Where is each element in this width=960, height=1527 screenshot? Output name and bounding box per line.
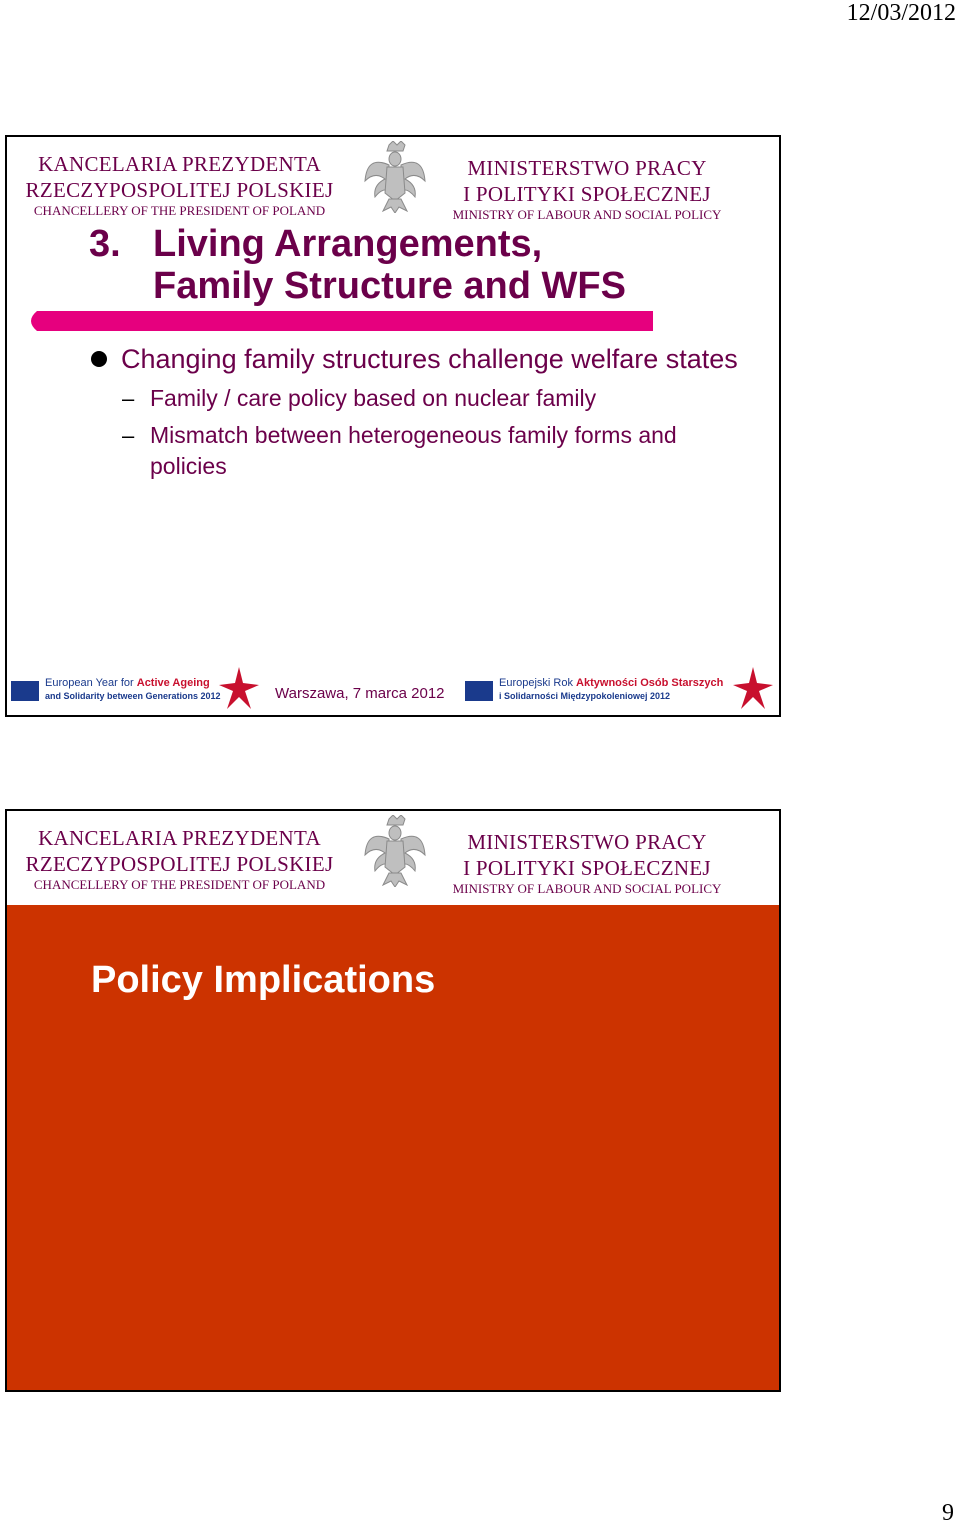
sub-bullet-text: Mismatch between heterogeneous family forms and policies: [150, 422, 677, 479]
dash-icon: –: [122, 423, 135, 448]
chancellery-logo-text: [7, 151, 352, 219]
chancellery-line3: CHANCELLERY OF THE PRESIDENT OF POLAND: [33, 203, 326, 218]
sub-bullet-item: [91, 420, 751, 482]
eu-flag-icon: [11, 681, 39, 701]
bullet-dot-icon: [91, 351, 107, 367]
slide-header: [7, 811, 779, 903]
page-date: 12/03/2012: [846, 0, 956, 26]
title-line1: Living Arrangements,: [153, 223, 543, 265]
eu-year-pl-highlight: Aktywności Osób Starszych: [576, 677, 724, 689]
title-accent-bar: [25, 311, 653, 331]
eu-year-pl-line1: [499, 677, 723, 689]
polish-eagle-emblem-icon: [363, 815, 427, 887]
ministry-line1: MINISTERSTWO PRACY: [467, 830, 707, 854]
slide-header: [7, 137, 779, 229]
slide-policy-implications: [5, 809, 781, 1392]
title-number: 3.: [89, 223, 121, 265]
ministry-line1: MINISTERSTWO PRACY: [467, 156, 707, 180]
chancellery-line3: CHANCELLERY OF THE PRESIDENT OF POLAND: [33, 877, 326, 892]
eu-year-star-figure-icon: [731, 663, 775, 711]
eu-flag-icon: [465, 681, 493, 701]
bullet-text: Changing family structures challenge welfare states: [121, 344, 738, 374]
bullet-item: [91, 341, 751, 377]
eu-year-en-line2: and Solidarity between Generations 2012: [45, 691, 221, 701]
eu-year-en-line1: [45, 677, 210, 689]
ministry-line3: MINISTRY OF LABOUR AND SOCIAL POLICY: [452, 207, 722, 222]
bullet-list: [91, 341, 751, 482]
chancellery-line1: KANCELARIA PREZYDENTA: [38, 826, 321, 850]
eu-year-en-prefix: European Year for: [45, 677, 137, 689]
section-title: Policy Implications: [91, 959, 436, 1001]
eu-year-star-figure-icon: [217, 663, 261, 711]
ministry-line2: I POLITYKI SPOŁECZNEJ: [463, 856, 711, 880]
footer-location-date: Warszawa, 7 marca 2012: [275, 685, 445, 702]
dash-icon: –: [122, 386, 135, 411]
slide-footer: [7, 663, 779, 715]
eu-year-pl-line2: i Solidarności Międzypokoleniowej 2012: [499, 691, 671, 701]
sub-bullet-text: Family / care policy based on nuclear family: [150, 385, 597, 411]
title-line2: Family Structure and WFS: [153, 265, 626, 307]
sub-bullet-item: [91, 383, 751, 414]
ministry-logo-text: [437, 155, 737, 223]
ministry-line3: MINISTRY OF LABOUR AND SOCIAL POLICY: [452, 881, 722, 896]
page-number: 9: [942, 1500, 954, 1526]
chancellery-line2: RZECZYPOSPOLITEJ POLSKIEJ: [25, 178, 334, 202]
ministry-line2: I POLITYKI SPOŁECZNEJ: [463, 182, 711, 206]
chancellery-logo-text: [7, 825, 352, 893]
slide-title: [89, 223, 626, 307]
section-panel: [7, 905, 779, 1390]
slide-living-arrangements: [5, 135, 781, 717]
ministry-logo-text: [437, 829, 737, 897]
polish-eagle-emblem-icon: [363, 141, 427, 213]
chancellery-line1: KANCELARIA PREZYDENTA: [38, 152, 321, 176]
eu-year-en-highlight: Active Ageing: [136, 677, 210, 689]
eu-year-pl-prefix: Europejski Rok: [499, 677, 577, 689]
chancellery-line2: RZECZYPOSPOLITEJ POLSKIEJ: [25, 852, 334, 876]
